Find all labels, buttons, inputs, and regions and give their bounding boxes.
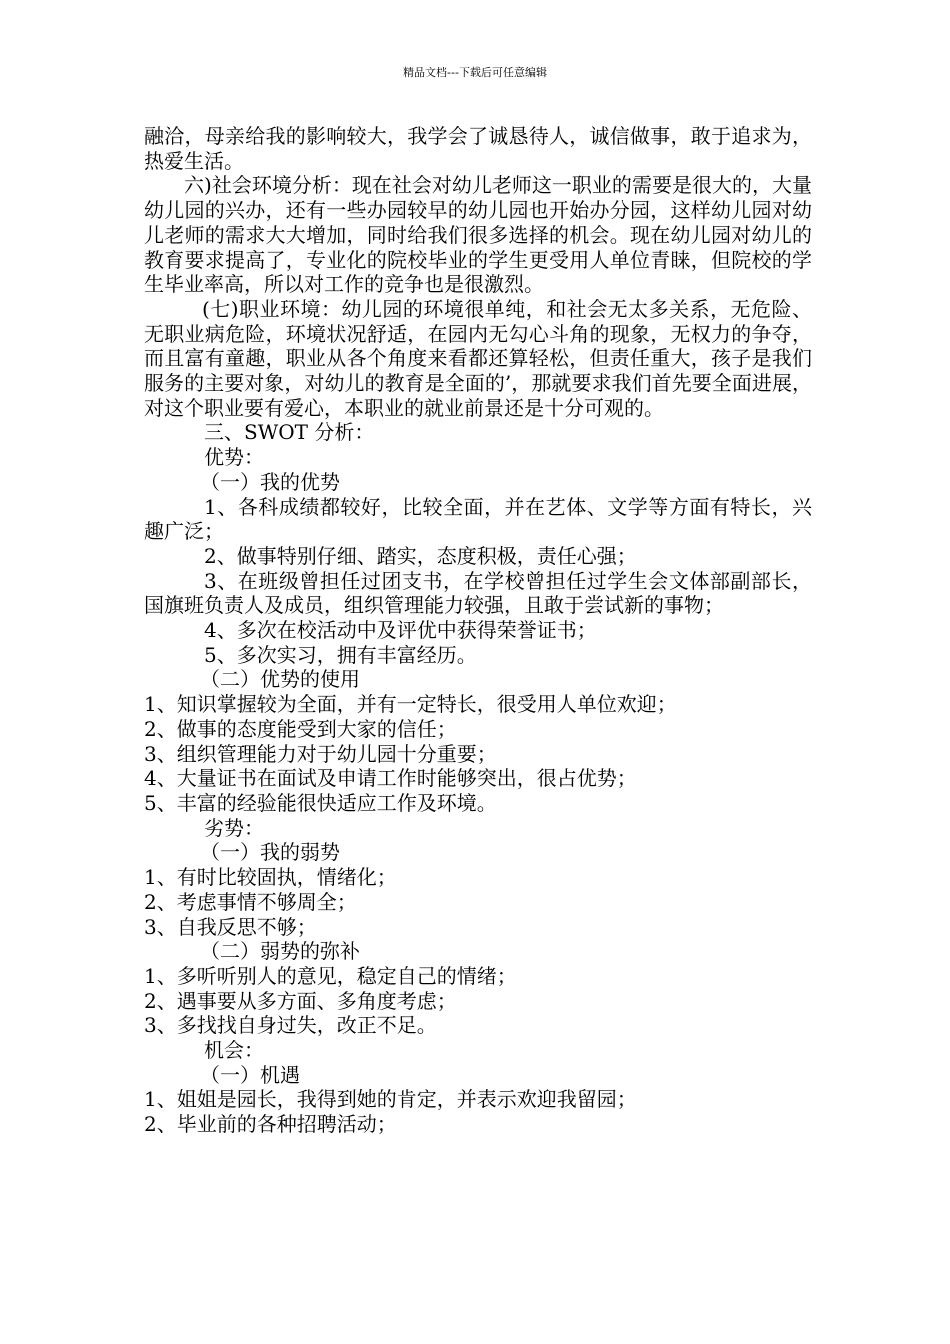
page-header: 精品文档---下载后可任意编辑	[403, 66, 547, 79]
subheading-chances: （一）机遇	[200, 1062, 300, 1087]
paragraph-family-influence: 融洽，母亲给我的影响较大，我学会了诚恳待人，诚信做事，敢于追求为，热爱生活。	[144, 124, 812, 173]
subheading-my-weaknesses: （一）我的弱势	[200, 840, 340, 865]
list-item: 4、大量证书在面试及申请工作时能够突出，很占优势；	[144, 766, 637, 791]
list-item: 3、组织管理能力对于幼儿园十分重要；	[144, 741, 497, 766]
list-item: 2、做事的态度能受到大家的信任；	[144, 716, 457, 741]
list-item: 4、多次在校活动中及评优中获得荣誉证书；	[204, 618, 597, 643]
list-item: 3、自我反思不够；	[144, 914, 317, 939]
paragraph-career-environment: (七)职业环境：幼儿园的环境很单纯，和社会无太多关系，无危险、无职业病危险，环境状况舒适，在园内无勾心斗角的现象，无权力的争夺，而且富有童趣，职业从各个角度来看都还算轻松，但责任重大，孩子是我们服务的主要对象，对幼儿的教育是全面的’，那就要求我们首先要全面进展，对这个职业要有爱心，本职业的就业前景还是十分可观的。	[144, 296, 812, 420]
list-item: 2、考虑事情不够周全；	[144, 889, 357, 914]
list-item: 5、多次实习，拥有丰富经历。	[204, 642, 477, 667]
list-item: 1、多听听别人的意见，稳定自己的情绪；	[144, 963, 517, 988]
subheading-my-strengths: （一）我的优势	[200, 469, 340, 494]
list-item: 3、多找找自身过失，改正不足。	[144, 1013, 437, 1038]
subheading-strength-use: （二）优势的使用	[200, 667, 360, 692]
list-item: 1、各科成绩都较好，比较全面，并在艺体、文学等方面有特长，兴趣广泛；	[144, 494, 812, 544]
subheading-opportunities: 机会：	[204, 1038, 264, 1063]
list-item: 5、丰富的经验能很快适应工作及环境。	[144, 790, 497, 815]
list-item: 2、遇事要从多方面、多角度考虑；	[144, 988, 457, 1013]
subheading-weakness-remedy: （二）弱势的弥补	[200, 939, 360, 964]
subheading-strengths: 优势：	[204, 445, 264, 470]
paragraph-social-environment: 六)社会环境分析：现在社会对幼儿老师这一职业的需要是很大的，大量幼儿园的兴办，还有一些办园较早的幼儿园也开始办分园，这样幼儿园对幼儿老师的需求大大增加，同时给我们很多选择的机会。现在幼儿园对幼儿的教育要求提高了，专业化的院校毕业的学生更受用人单位青睐，但院校的学生毕业率高，所以对工作的竞争也是很激烈。	[144, 173, 812, 297]
list-item: 1、知识掌握较为全面，并有一定特长，很受用人单位欢迎；	[144, 692, 677, 717]
list-item: 2、毕业前的各种招聘活动；	[144, 1112, 397, 1137]
subheading-weaknesses: 劣势：	[204, 815, 264, 840]
list-item: 1、有时比较固执，情绪化；	[144, 865, 397, 890]
section-heading-swot: 三、SWOT 分析：	[204, 420, 375, 445]
list-item: 1、姐姐是园长，我得到她的肯定，并表示欢迎我留园；	[144, 1087, 637, 1112]
list-item: 3、在班级曾担任过团支书，在学校曾担任过学生会文体部副部长，国旗班负责人及成员，组织管理能力较强，且敢于尝试新的事物；	[144, 568, 812, 618]
document-body	[144, 124, 812, 1137]
list-item: 2、做事特别仔细、踏实，态度积极，责任心强；	[204, 543, 637, 568]
